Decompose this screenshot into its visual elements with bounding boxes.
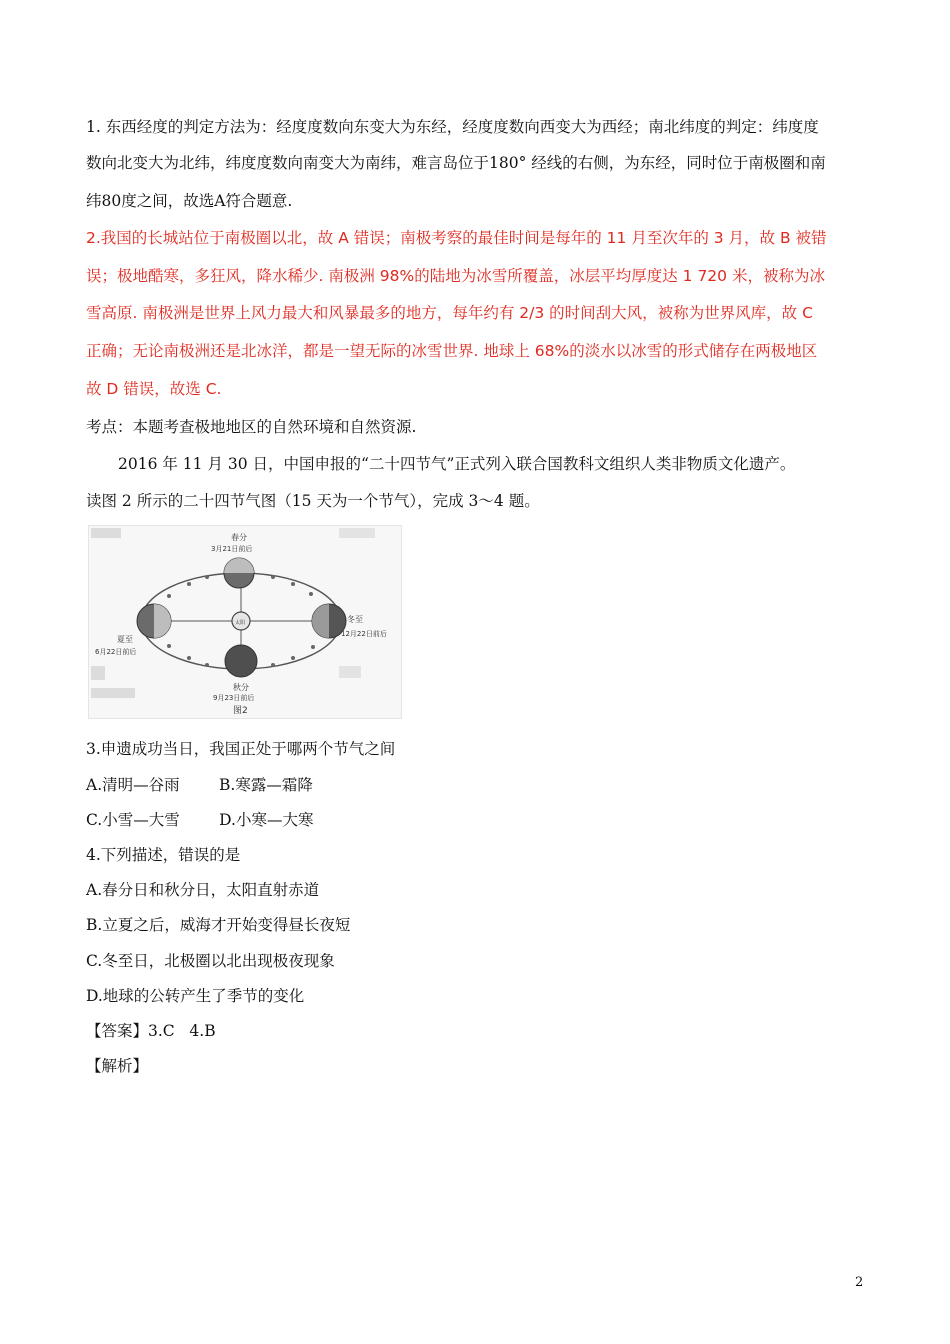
answer-line-1: 1. 东西经度的判定方法为：经度度数向东变大为东经，经度度数向西变大为西经；南北纬度的判定：纬度度 [86, 118, 819, 136]
kaodian-line: 考点：本题考查极地地区的自然环境和自然资源. [86, 418, 417, 436]
q3-options-ab: A.清明—谷雨 B.寒露—霜降 [86, 776, 313, 794]
q4-option-d: D.地球的公转产生了季节的变化 [86, 987, 305, 1005]
answer-red-line-5: 故 D 错误，故选 C. [86, 380, 222, 398]
page-number: 2 [855, 1275, 864, 1290]
q4-option-b: B.立夏之后，威海才开始变得昼长夜短 [86, 916, 351, 934]
date-winter: 12月22日前后 [341, 630, 387, 638]
label-winter: 冬至 [347, 615, 363, 624]
date-autumn: 9月23日前后 [213, 694, 255, 702]
q3-options-cd: C.小雪—大雪 D.小寒—大寒 [86, 811, 314, 829]
answer-red-line-4: 正确；无论南极洲还是北冰洋，都是一望无际的冰雪世界. 地球上 68%的淡水以冰雪的形式储存在两极地区 [86, 342, 818, 360]
answer-red-line-2: 误；极地酷寒，多狂风，降水稀少. 南极洲 98%的陆地为冰雪所覆盖，冰层平均厚度达 1 720 米，被称为冰 [86, 267, 825, 285]
answer-red-line-1: 2.我国的长城站位于南极圈以北，故 A 错误；南极考察的最佳时间是每年的 11 月至次年的 3 月，故 B 被错 [86, 229, 827, 247]
answer-red-line-3: 雪高原. 南极洲是世界上风力最大和风暴最多的地方，每年约有 2/3 的时间刮大风，被称为世界风库，故 C [86, 304, 813, 322]
label-spring: 春分 [231, 533, 247, 542]
q4-stem: 4.下列描述，错误的是 [86, 846, 241, 864]
answer-line: 【答案】3.C 4.B [86, 1022, 216, 1040]
figure-caption: 图2 [233, 706, 248, 716]
analysis-heading: 【解析】 [86, 1057, 149, 1075]
label-summer: 夏至 [117, 635, 133, 644]
date-spring: 3月21日前后 [211, 545, 253, 553]
q4-option-a: A.春分日和秋分日，太阳直射赤道 [86, 881, 320, 899]
answer-line-2: 数向北变大为北纬，纬度度数向南变大为南纬，难言岛位于180° 经线的右侧，为东经，同时位于南极圈和南 [86, 154, 826, 172]
q4-option-c: C.冬至日，北极圈以北出现极夜现象 [86, 952, 335, 970]
passage-line-1: 2016 年 11 月 30 日，中国申报的“二十四节气”正式列入联合国教科文组织人类非物质文化遗产。 [118, 455, 796, 473]
date-summer: 6月22日前后 [95, 648, 137, 656]
label-sun: 太阳 [235, 620, 246, 626]
answer-line-3: 纬80度之间，故选A符合题意. [86, 192, 293, 210]
label-autumn: 秋分 [233, 683, 249, 692]
passage-line-2: 读图 2 所示的二十四节气图（15 天为一个节气），完成 3～4 题。 [86, 492, 540, 510]
solar-terms-figure [88, 525, 402, 719]
q3-stem: 3.申遗成功当日，我国正处于哪两个节气之间 [86, 740, 396, 758]
